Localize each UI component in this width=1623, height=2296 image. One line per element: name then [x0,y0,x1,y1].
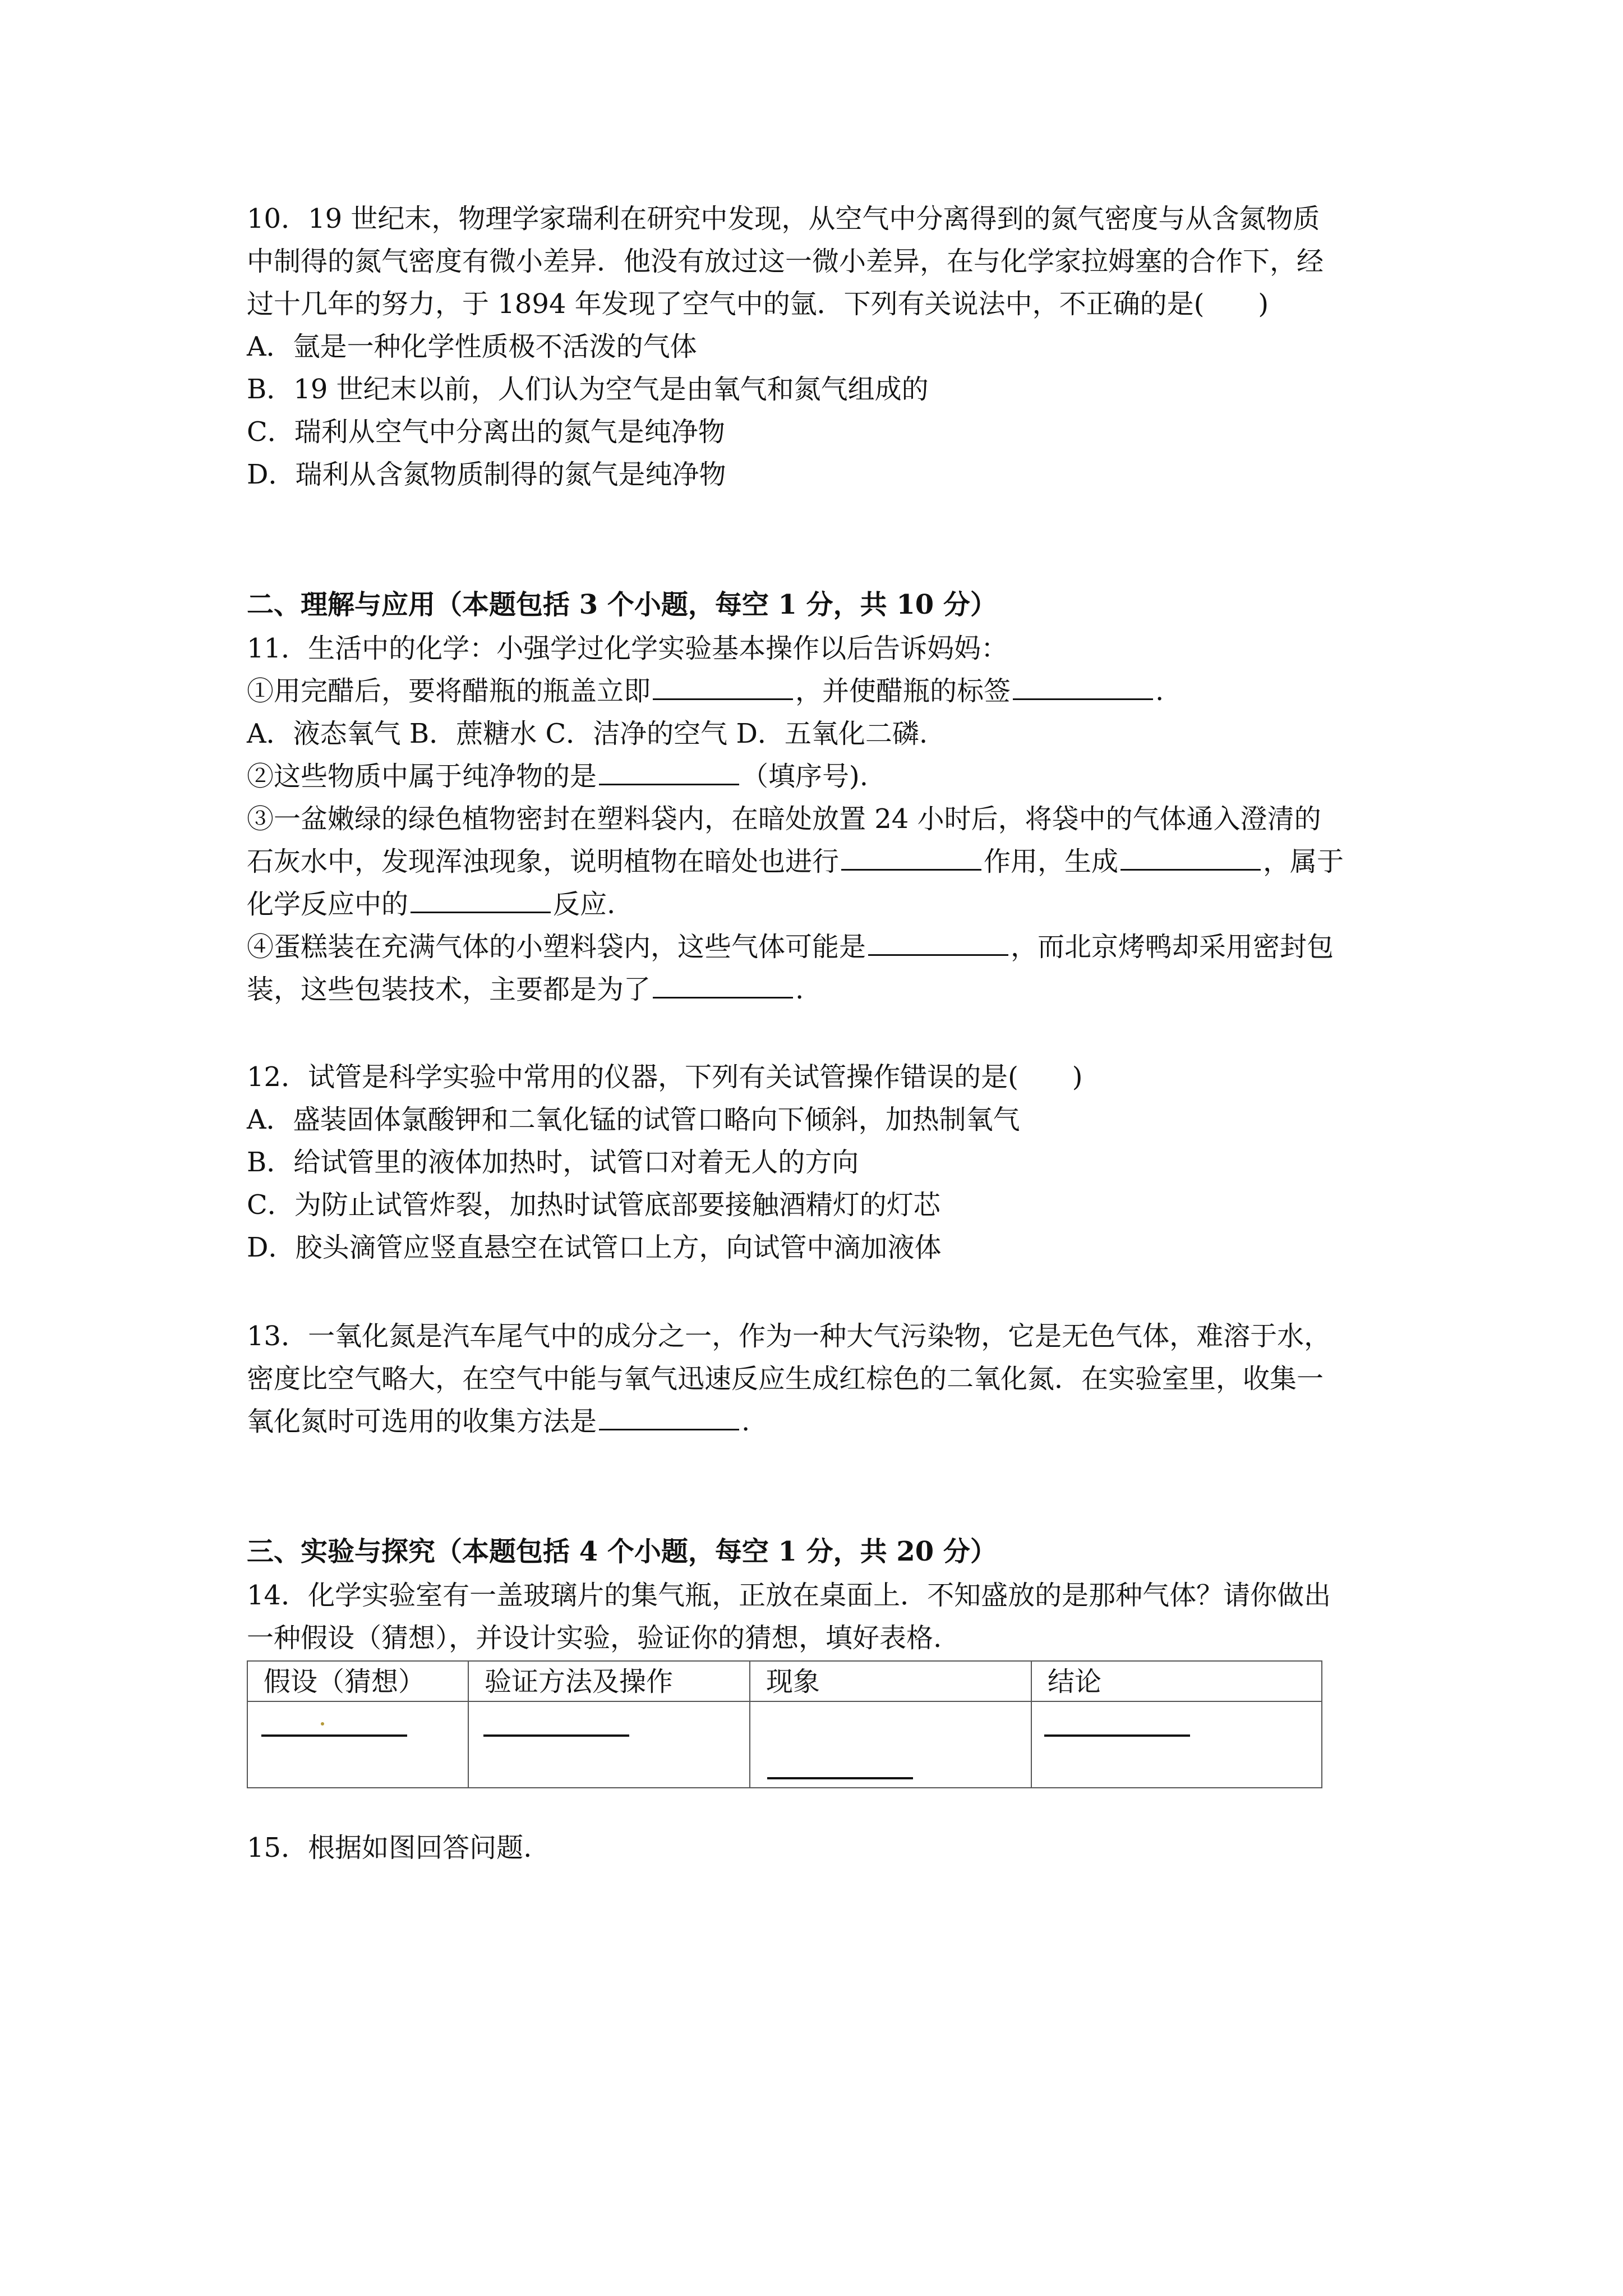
table-header-hypothesis: 假设（猜想） [264,1666,426,1697]
q13-stem-line-1: 13．一氧化氮是汽车尾气中的成分之一，作为一种大气污染物，它是无色气体，难溶于水， [247,1320,1331,1352]
q11-sub-1-text-c: . [1155,675,1164,707]
q12-option-b: B．给试管里的液体加热时，试管口对着无人的方向 [247,1147,859,1178]
q11-sub-4-text-a: ④蛋糕装在充满气体的小塑料袋内，这些气体可能是 [247,931,866,963]
answer-blank[interactable] [841,846,981,871]
table-header-row [248,1662,1321,1702]
answer-blank[interactable] [599,761,739,785]
q13-stem-line-3 [247,1400,1391,1443]
table-header-conclusion: 结论 [1048,1666,1102,1697]
answer-blank[interactable] [1044,1734,1190,1737]
q11-sub-3-line-2 [247,840,1391,883]
q11-sub-1 [247,670,1391,712]
q12-option-a: A．盛装固体氯酸钾和二氧化锰的试管口略向下倾斜，加热制氧气 [247,1104,1020,1135]
table-column-divider [749,1662,750,1787]
q11-sub-2 [247,755,1391,798]
q10-option-b: B．19 世纪末以前，人们认为空气是由氧气和氮气组成的 [247,374,929,405]
answer-blank[interactable] [653,676,793,700]
q11-sub-4-line-2 [247,968,1391,1011]
q13-text-a: 氧化氮时可选用的收集方法是 [247,1406,597,1437]
answer-blank[interactable] [653,974,793,999]
q15-stem: 15．根据如图回答问题. [247,1832,532,1864]
q12-option-d: D．胶头滴管应竖直悬空在试管口上方，向试管中滴加液体 [247,1232,942,1263]
q11-sub-3-line-3 [247,883,1391,926]
answer-blank[interactable] [599,1406,739,1430]
stray-mark [321,1722,324,1726]
q11-options: A．液态氧气 B．蔗糖水 C．洁净的空气 D．五氧化二磷. [247,718,928,749]
section-3-heading: 三、实验与探究（本题包括 4 个小题，每空 1 分，共 20 分） [247,1536,997,1567]
q11-sub-4-text-b: ，而北京烤鸭却采用密封包 [1011,931,1334,963]
q11-sub-4-text-d: . [795,974,804,1005]
q11-sub-2-text-b: （填序号). [741,761,869,792]
q13-stem-line-2: 密度比空气略大，在空气中能与氧气迅速反应生成红棕色的二氧化氮．在实验室里，收集一 [247,1363,1324,1395]
q10-option-a: A．氩是一种化学性质极不活泼的气体 [247,331,697,362]
q10-option-c: C．瑞利从空气中分离出的氮气是纯净物 [247,416,725,448]
q13-text-b: . [741,1406,750,1437]
q10-stem-line-2: 中制得的氮气密度有微小差异．他没有放过这一微小差异，在与化学家拉姆塞的合作下，经 [247,246,1324,277]
hypothesis-table [247,1660,1322,1788]
q11-sub-3-text-a: 石灰水中，发现浑浊现象，说明植物在暗处也进行 [247,846,840,877]
answer-blank[interactable] [483,1734,629,1737]
table-column-divider [468,1662,469,1787]
q11-sub-1-text-b: ，并使醋瓶的标签 [795,675,1011,707]
answer-blank[interactable] [868,932,1008,956]
q14-stem-line-2: 一种假设（猜想），并设计实验，验证你的猜想，填好表格. [247,1622,942,1654]
q12-option-c: C．为防止试管炸裂，加热时试管底部要接触酒精灯的灯芯 [247,1189,940,1221]
q11-sub-4-line-1 [247,926,1391,968]
answer-blank[interactable] [1121,846,1261,871]
q11-sub-3-line-1: ③一盆嫩绿的绿色植物密封在塑料袋内，在暗处放置 24 小时后，将袋中的气体通入澄清的 [247,803,1321,835]
answer-blank[interactable] [767,1777,913,1779]
table-column-divider [1031,1662,1032,1787]
q12-stem: 12．试管是科学实验中常用的仪器，下列有关试管操作错误的是( ) [247,1061,1083,1093]
q10-option-d: D．瑞利从含氮物质制得的氮气是纯净物 [247,459,726,490]
table-header-method: 验证方法及操作 [485,1666,674,1697]
q11-sub-3-text-c: ，属于 [1263,846,1344,877]
q10-stem-line-3: 过十几年的努力，于 1894 年发现了空气中的氩．下列有关说法中，不正确的是( ) [247,288,1269,320]
q11-sub-2-text-a: ②这些物质中属于纯净物的是 [247,761,597,792]
section-2-heading: 二、理解与应用（本题包括 3 个小题，每空 1 分，共 10 分） [247,589,997,620]
q14-stem-line-1: 14．化学实验室有一盖玻璃片的集气瓶，正放在桌面上．不知盛放的是那种气体？请你做出 [247,1580,1331,1611]
q11-sub-3-text-e: 反应. [553,889,616,920]
q11-sub-3-text-b: 作用，生成 [984,846,1119,877]
q11-sub-1-text-a: ①用完醋后，要将醋瓶的瓶盖立即 [247,675,651,707]
table-header-phenomenon: 现象 [766,1666,820,1697]
q11-stem: 11．生活中的化学：小强学过化学实验基本操作以后告诉妈妈： [247,633,1008,664]
q11-sub-3-text-d: 化学反应中的 [247,889,409,920]
answer-blank[interactable] [1013,676,1153,700]
answer-blank[interactable] [261,1734,407,1737]
q10-stem-line-1: 10．19 世纪末，物理学家瑞利在研究中发现，从空气中分离得到的氮气密度与从含氮物质 [247,203,1320,234]
answer-blank[interactable] [411,889,551,913]
q11-sub-4-text-c: 装，这些包装技术，主要都是为了 [247,974,651,1005]
